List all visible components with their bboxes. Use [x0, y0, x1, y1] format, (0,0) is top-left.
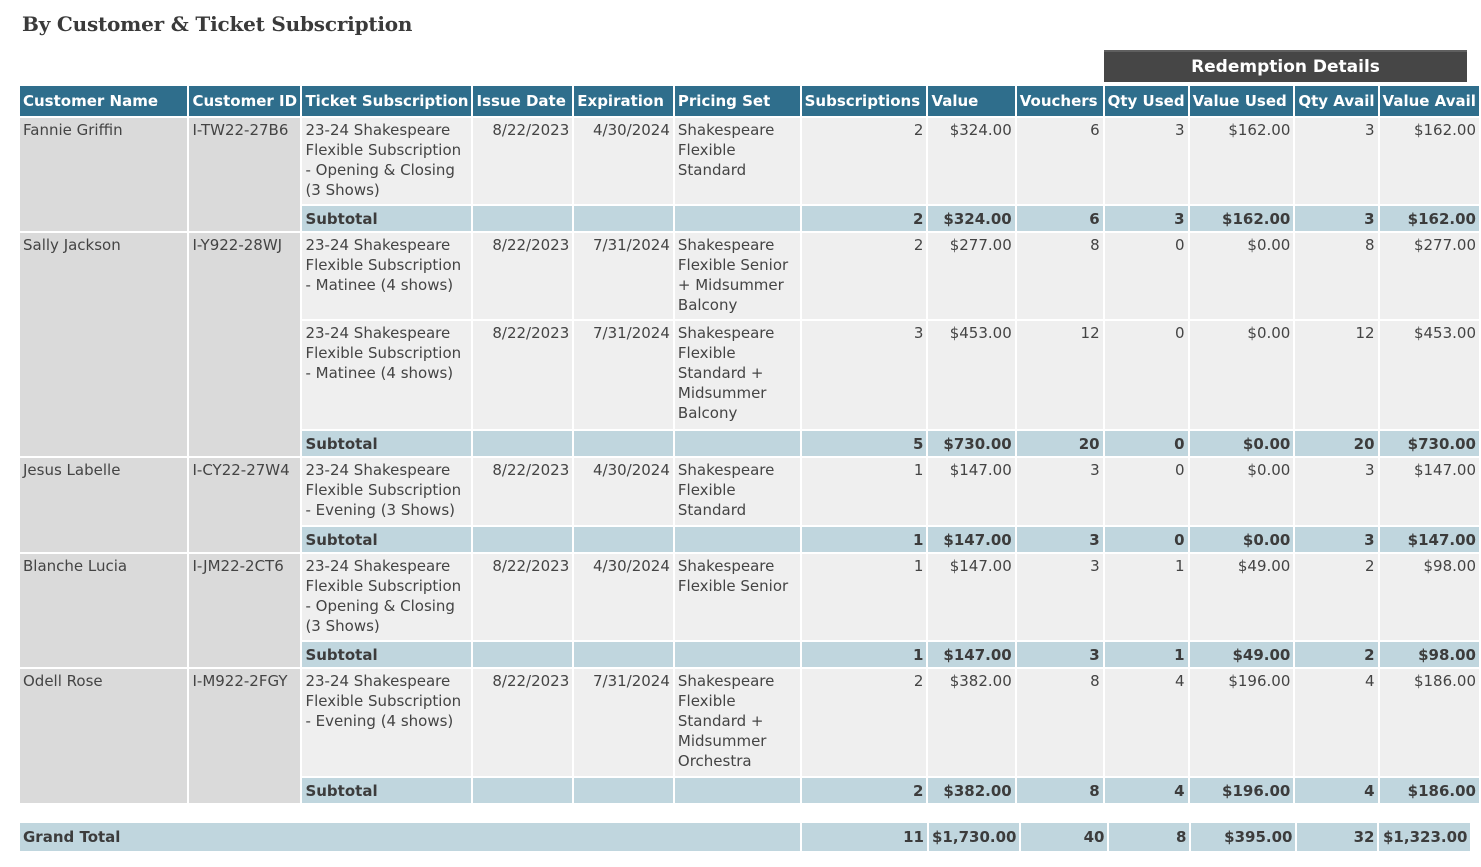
subtotal-value: $147.00 [927, 641, 1015, 668]
value-cell: $147.00 [927, 553, 1015, 641]
customer-name-cell: Jesus Labelle [19, 457, 188, 553]
page-title: By Customer & Ticket Subscription [22, 12, 413, 36]
vouchers-cell: 6 [1016, 117, 1104, 205]
vouchers-cell: 8 [1016, 668, 1104, 777]
subtotal-value: $382.00 [927, 777, 1015, 804]
table-row[interactable] [19, 668, 1480, 777]
subtotal-subscriptions: 1 [801, 641, 928, 668]
qty-avail-cell: 8 [1294, 232, 1378, 320]
report-table [18, 84, 1481, 805]
col-subscriptions[interactable]: Subscriptions [801, 85, 928, 117]
col-vouchers[interactable]: Vouchers [1016, 85, 1104, 117]
redemption-details-header: Redemption Details [1104, 50, 1467, 82]
value-used-cell: $0.00 [1189, 232, 1295, 320]
value-used-cell: $0.00 [1189, 457, 1295, 526]
grand-total-qty-used: 8 [1108, 822, 1190, 852]
subtotal-qty-avail: 3 [1294, 205, 1378, 232]
subtotal-issue-date-empty [472, 777, 573, 804]
qty-used-cell: 4 [1104, 668, 1189, 777]
pricing-set-cell: Shakespeare Flexible Standard [674, 457, 801, 526]
subtotal-label: Subtotal [301, 526, 472, 553]
subtotal-qty-avail: 20 [1294, 430, 1378, 457]
ticket-subscription-cell: 23-24 Shakespeare Flexible Subscription - Opening & Closing (3 Shows) [301, 117, 472, 205]
col-customer-id[interactable]: Customer ID [188, 85, 301, 117]
customer-id-cell: I-CY22-27W4 [188, 457, 301, 553]
vouchers-cell: 3 [1016, 553, 1104, 641]
qty-used-cell: 0 [1104, 320, 1189, 430]
value-used-cell: $162.00 [1189, 117, 1295, 205]
subtotal-value-avail: $98.00 [1379, 641, 1480, 668]
subscriptions-cell: 2 [801, 232, 928, 320]
issue-date-cell: 8/22/2023 [472, 320, 573, 430]
expiration-cell: 7/31/2024 [573, 320, 674, 430]
pricing-set-cell: Shakespeare Flexible Standard + Midsummer Orchestra [674, 668, 801, 777]
grand-total-value-avail: $1,323.00 [1378, 822, 1471, 852]
qty-avail-cell: 3 [1294, 117, 1378, 205]
issue-date-cell: 8/22/2023 [472, 553, 573, 641]
table-row[interactable] [19, 457, 1480, 526]
subscriptions-cell: 2 [801, 668, 928, 777]
subtotal-value-avail: $147.00 [1379, 526, 1480, 553]
subtotal-qty-used: 0 [1104, 430, 1189, 457]
customer-id-cell: I-Y922-28WJ [188, 232, 301, 457]
table-row[interactable] [19, 232, 1480, 320]
qty-used-cell: 3 [1104, 117, 1189, 205]
subtotal-label: Subtotal [301, 430, 472, 457]
ticket-subscription-cell: 23-24 Shakespeare Flexible Subscription - Matinee (4 shows) [301, 320, 472, 430]
grand-total-vouchers: 40 [1020, 822, 1108, 852]
value-cell: $147.00 [927, 457, 1015, 526]
vouchers-cell: 3 [1016, 457, 1104, 526]
subscriptions-cell: 1 [801, 553, 928, 641]
grand-total-row [19, 822, 1471, 852]
expiration-cell: 7/31/2024 [573, 668, 674, 777]
qty-avail-cell: 3 [1294, 457, 1378, 526]
subtotal-issue-date-empty [472, 526, 573, 553]
expiration-cell: 4/30/2024 [573, 117, 674, 205]
column-header-row [19, 85, 1480, 117]
subtotal-qty-avail: 2 [1294, 641, 1378, 668]
expiration-cell: 7/31/2024 [573, 232, 674, 320]
subscriptions-cell: 3 [801, 320, 928, 430]
subtotal-label: Subtotal [301, 205, 472, 232]
pricing-set-cell: Shakespeare Flexible Senior [674, 553, 801, 641]
table-row[interactable] [19, 117, 1480, 205]
value-cell: $382.00 [927, 668, 1015, 777]
ticket-subscription-cell: 23-24 Shakespeare Flexible Subscription - Evening (3 Shows) [301, 457, 472, 526]
subtotal-value-used: $49.00 [1189, 641, 1295, 668]
subtotal-vouchers: 3 [1016, 641, 1104, 668]
subtotal-label: Subtotal [301, 641, 472, 668]
customer-name-cell: Sally Jackson [19, 232, 188, 457]
grand-total-qty-avail: 32 [1296, 822, 1378, 852]
expiration-cell: 4/30/2024 [573, 457, 674, 526]
qty-avail-cell: 12 [1294, 320, 1378, 430]
issue-date-cell: 8/22/2023 [472, 668, 573, 777]
qty-avail-cell: 2 [1294, 553, 1378, 641]
subtotal-qty-used: 4 [1104, 777, 1189, 804]
col-qty-used[interactable]: Qty Used [1104, 85, 1189, 117]
customer-id-cell: I-TW22-27B6 [188, 117, 301, 232]
subtotal-expiration-empty [573, 205, 674, 232]
subscriptions-cell: 2 [801, 117, 928, 205]
grand-total-value: $1,730.00 [928, 822, 1020, 852]
subtotal-value-avail: $186.00 [1379, 777, 1480, 804]
value-avail-cell: $453.00 [1379, 320, 1480, 430]
value-cell: $324.00 [927, 117, 1015, 205]
customer-name-cell: Blanche Lucia [19, 553, 188, 668]
subtotal-value: $147.00 [927, 526, 1015, 553]
subtotal-qty-avail: 3 [1294, 526, 1378, 553]
subtotal-qty-used: 1 [1104, 641, 1189, 668]
subtotal-expiration-empty [573, 641, 674, 668]
subtotal-pricing-empty [674, 205, 801, 232]
pricing-set-cell: Shakespeare Flexible Standard + Midsummer Balcony [674, 320, 801, 430]
vouchers-cell: 8 [1016, 232, 1104, 320]
subtotal-pricing-empty [674, 777, 801, 804]
pricing-set-cell: Shakespeare Flexible Senior + Midsummer Balcony [674, 232, 801, 320]
value-avail-cell: $277.00 [1379, 232, 1480, 320]
subtotal-pricing-empty [674, 430, 801, 457]
value-avail-cell: $186.00 [1379, 668, 1480, 777]
col-expiration[interactable]: Expiration [573, 85, 674, 117]
issue-date-cell: 8/22/2023 [472, 457, 573, 526]
value-cell: $277.00 [927, 232, 1015, 320]
col-customer-name[interactable]: Customer Name [19, 85, 188, 117]
customer-name-cell: Odell Rose [19, 668, 188, 804]
subtotal-value-used: $0.00 [1189, 430, 1295, 457]
col-issue-date[interactable]: Issue Date [472, 85, 573, 117]
subtotal-subscriptions: 2 [801, 205, 928, 232]
grand-total-subscriptions: 11 [801, 822, 928, 852]
value-avail-cell: $162.00 [1379, 117, 1480, 205]
subtotal-issue-date-empty [472, 641, 573, 668]
qty-used-cell: 1 [1104, 553, 1189, 641]
grand-total-label: Grand Total [19, 822, 801, 852]
col-ticket-subscription[interactable]: Ticket Subscription [301, 85, 472, 117]
col-qty-avail[interactable]: Qty Avail [1294, 85, 1378, 117]
ticket-subscription-cell: 23-24 Shakespeare Flexible Subscription - Matinee (4 shows) [301, 232, 472, 320]
subtotal-expiration-empty [573, 430, 674, 457]
subtotal-value-avail: $730.00 [1379, 430, 1480, 457]
value-used-cell: $196.00 [1189, 668, 1295, 777]
value-cell: $453.00 [927, 320, 1015, 430]
subtotal-pricing-empty [674, 641, 801, 668]
subtotal-qty-avail: 4 [1294, 777, 1378, 804]
subscriptions-cell: 1 [801, 457, 928, 526]
vouchers-cell: 12 [1016, 320, 1104, 430]
subtotal-vouchers: 6 [1016, 205, 1104, 232]
subtotal-expiration-empty [573, 526, 674, 553]
customer-name-cell: Fannie Griffin [19, 117, 188, 232]
pricing-set-cell: Shakespeare Flexible Standard [674, 117, 801, 205]
customer-id-cell: I-JM22-2CT6 [188, 553, 301, 668]
subtotal-value-used: $162.00 [1189, 205, 1295, 232]
subtotal-value: $730.00 [927, 430, 1015, 457]
col-value-used[interactable]: Value Used [1189, 85, 1295, 117]
subtotal-value: $324.00 [927, 205, 1015, 232]
subtotal-vouchers: 20 [1016, 430, 1104, 457]
expiration-cell: 4/30/2024 [573, 553, 674, 641]
subtotal-vouchers: 8 [1016, 777, 1104, 804]
table-row[interactable] [19, 553, 1480, 641]
col-pricing-set[interactable]: Pricing Set [674, 85, 801, 117]
subtotal-value-used: $0.00 [1189, 526, 1295, 553]
value-avail-cell: $98.00 [1379, 553, 1480, 641]
qty-used-cell: 0 [1104, 457, 1189, 526]
subtotal-vouchers: 3 [1016, 526, 1104, 553]
issue-date-cell: 8/22/2023 [472, 117, 573, 205]
subtotal-value-avail: $162.00 [1379, 205, 1480, 232]
col-value-avail[interactable]: Value Avail [1379, 85, 1480, 117]
subtotal-expiration-empty [573, 777, 674, 804]
subtotal-subscriptions: 1 [801, 526, 928, 553]
value-used-cell: $49.00 [1189, 553, 1295, 641]
qty-avail-cell: 4 [1294, 668, 1378, 777]
subtotal-qty-used: 0 [1104, 526, 1189, 553]
qty-used-cell: 0 [1104, 232, 1189, 320]
ticket-subscription-cell: 23-24 Shakespeare Flexible Subscription - Opening & Closing (3 Shows) [301, 553, 472, 641]
subtotal-pricing-empty [674, 526, 801, 553]
subtotal-issue-date-empty [472, 430, 573, 457]
report-body [19, 117, 1480, 804]
grand-total-table [18, 821, 1472, 853]
issue-date-cell: 8/22/2023 [472, 232, 573, 320]
subtotal-subscriptions: 5 [801, 430, 928, 457]
col-value[interactable]: Value [927, 85, 1015, 117]
subtotal-label: Subtotal [301, 777, 472, 804]
subtotal-qty-used: 3 [1104, 205, 1189, 232]
grand-total-value-used: $395.00 [1190, 822, 1296, 852]
ticket-subscription-cell: 23-24 Shakespeare Flexible Subscription - Evening (4 shows) [301, 668, 472, 777]
value-used-cell: $0.00 [1189, 320, 1295, 430]
subtotal-subscriptions: 2 [801, 777, 928, 804]
subtotal-issue-date-empty [472, 205, 573, 232]
subtotal-value-used: $196.00 [1189, 777, 1295, 804]
customer-id-cell: I-M922-2FGY [188, 668, 301, 804]
value-avail-cell: $147.00 [1379, 457, 1480, 526]
